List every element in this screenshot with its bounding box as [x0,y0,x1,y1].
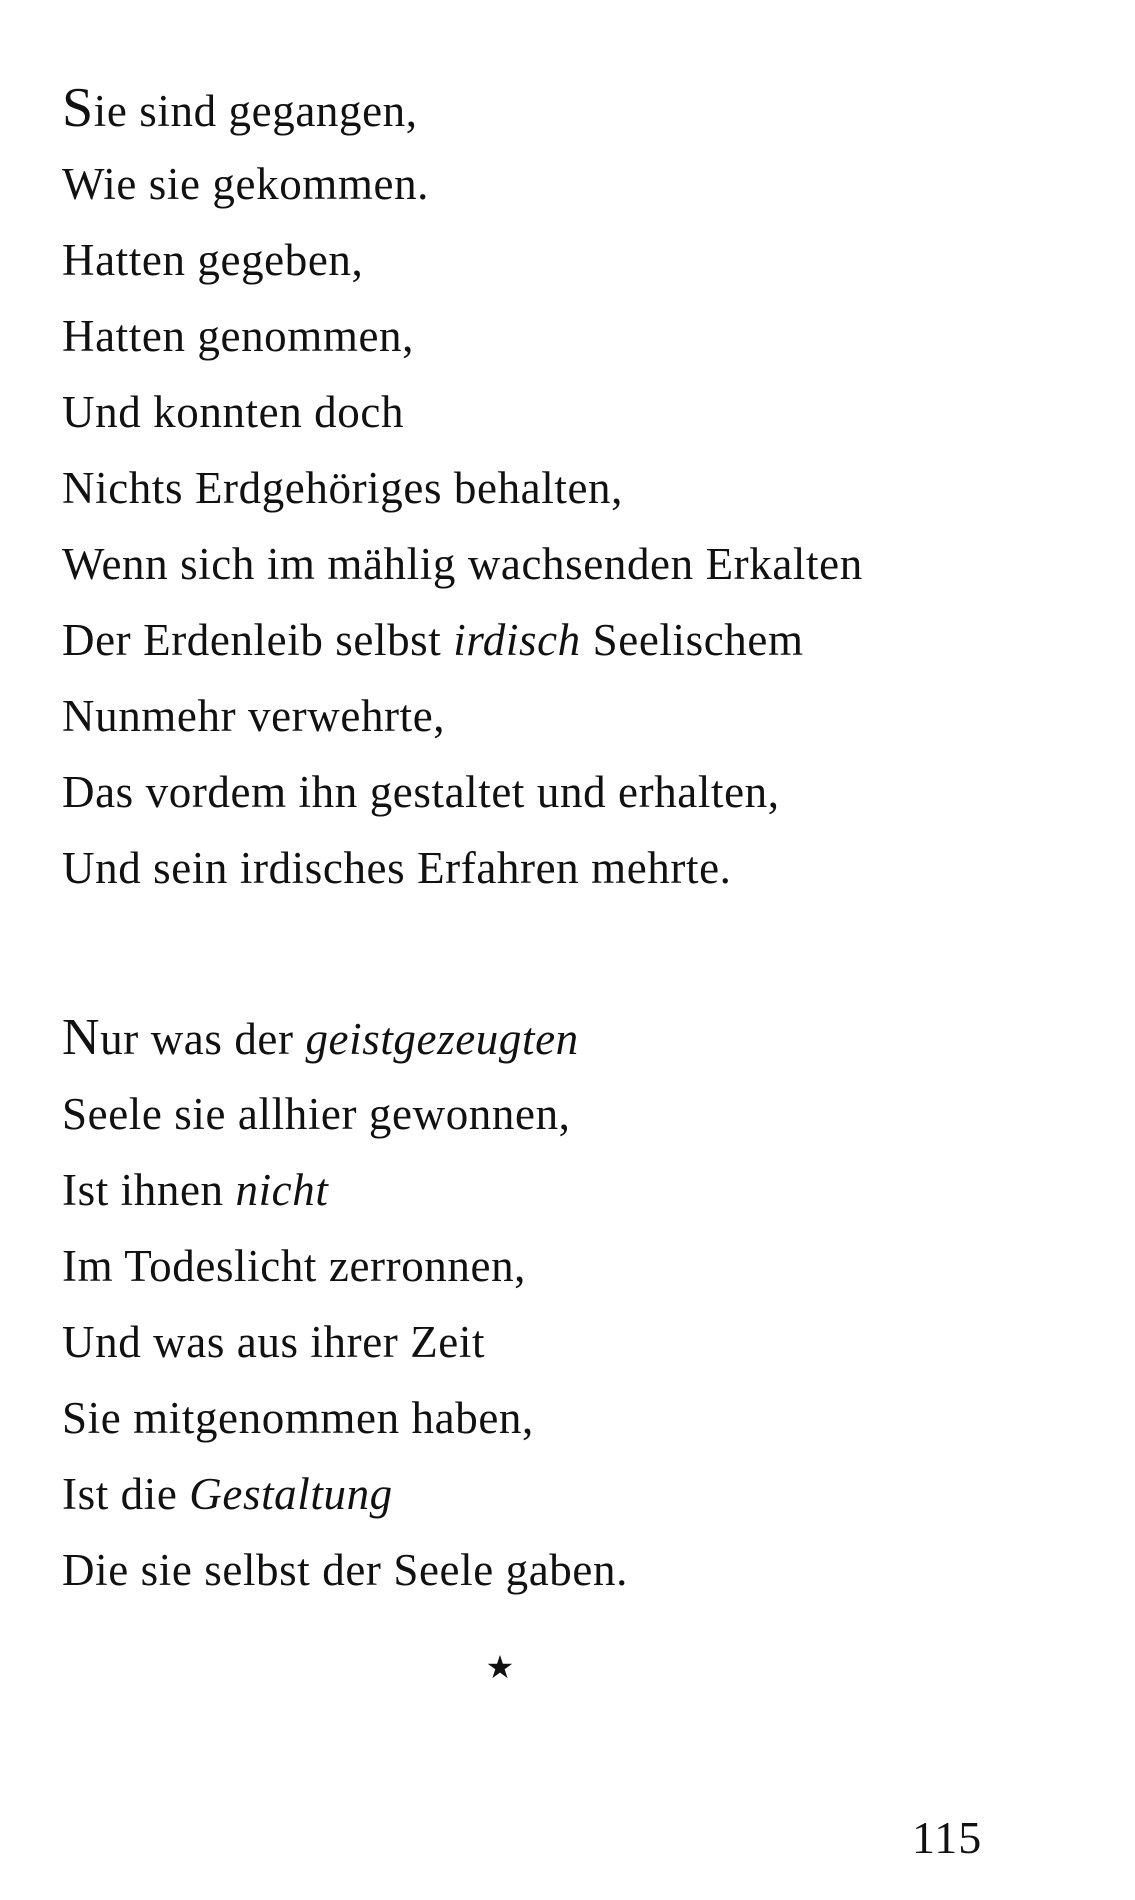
poem-line [62,526,863,602]
line-text: Das vordem ihn gestaltet und erhalten, [62,767,780,817]
poem-line [62,70,863,146]
poem-line [62,602,863,678]
poem-line [62,298,863,374]
poem-line [62,1152,628,1228]
initial-letter: N [62,1009,101,1066]
line-text: Die sie selbst der Seele gaben. [62,1545,628,1595]
line-text: Nichts Erdgehöriges behalten, [62,463,623,513]
poem-line [62,1228,628,1304]
poem-line [62,1380,628,1456]
line-text: ur was der [100,1014,306,1064]
line-text: Und sein irdisches Erfahren mehrte. [62,843,732,893]
line-text: Hatten genommen, [62,311,414,361]
line-text: Hatten gegeben, [62,235,364,285]
poem-line [62,1000,628,1076]
line-text: Wie sie gekommen. [62,159,430,209]
stanza-1 [62,70,863,906]
poem-line [62,678,863,754]
poem-line [62,450,863,526]
line-text: Seele sie allhier gewonnen, [62,1089,571,1139]
line-text: Ist ihnen [62,1165,236,1215]
star-divider-icon: ★ [485,1649,515,1685]
line-text: Wenn sich im mählig wachsenden Erkalten [62,539,863,589]
emphasized-word: Gestaltung [189,1469,393,1519]
line-text: Der Erdenleib selbst [62,615,454,665]
line-text: Nunmehr verwehrte, [62,691,446,741]
stanza-2 [62,1000,628,1608]
line-text: Und konnten doch [62,387,405,437]
emphasized-word: geistgezeugten [305,1014,579,1064]
poem-line [62,1456,628,1532]
poem-line [62,754,863,830]
line-text: Und was aus ihrer Zeit [62,1317,486,1367]
poem-line [62,830,863,906]
poem-line [62,1304,628,1380]
line-text: Ist die [62,1469,190,1519]
line-text: Seelischem [580,615,804,665]
emphasized-word: nicht [235,1165,329,1215]
poem-line [62,146,863,222]
emphasized-word: irdisch [453,615,581,665]
page-number: 115 [912,1812,983,1863]
line-text: Im Todeslicht zerronnen, [62,1241,527,1291]
initial-letter: S [62,77,94,139]
line-text: Sie mitgenommen haben, [62,1393,534,1443]
poem-line [62,222,863,298]
poem-line [62,374,863,450]
poem-line [62,1076,628,1152]
line-text: ie sind gegangen, [93,86,418,136]
poem-line [62,1532,628,1608]
